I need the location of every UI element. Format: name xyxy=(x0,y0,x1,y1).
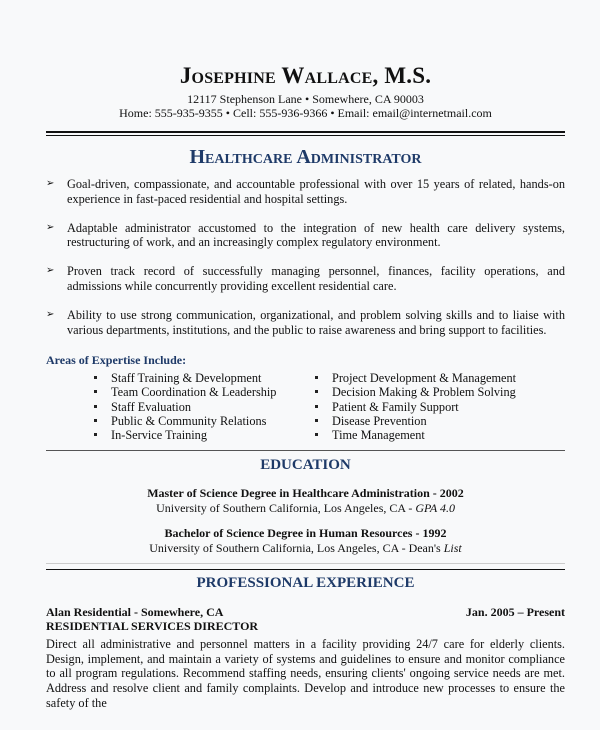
job-dates: Jan. 2005 – Present xyxy=(465,605,565,620)
square-bullet-icon xyxy=(315,405,318,408)
expertise-heading: Areas of Expertise Include: xyxy=(46,353,187,368)
arrow-bullet-icon: ➢ xyxy=(46,221,55,233)
education-heading: EDUCATION xyxy=(260,457,351,474)
section-divider xyxy=(46,450,565,451)
section-divider-light xyxy=(46,563,565,564)
square-bullet-icon xyxy=(94,433,97,436)
degree-title: Master of Science Degree in Healthcare Administration - 2002 xyxy=(147,486,464,501)
square-bullet-icon xyxy=(315,433,318,436)
expertise-text: Public & Community Relations xyxy=(111,413,267,428)
expertise-text: Staff Training & Development xyxy=(111,371,262,386)
summary-text: Proven track record of successfully managing personnel, finances, facility operations, and admissions while concurrently providing excellent residential care. xyxy=(67,264,565,293)
summary-text: Goal-driven, compassionate, and accountable professional with over 15 years of related, hands-on experience in fast-paced residential and hospital settings. xyxy=(67,177,565,206)
square-bullet-icon xyxy=(94,376,97,379)
square-bullet-icon xyxy=(315,419,318,422)
expertise-item xyxy=(94,428,315,442)
job-role-text: RESIDENTIAL SERVICES DIRECTOR xyxy=(46,619,259,634)
arrow-bullet-icon: ➢ xyxy=(46,309,55,321)
expertise-item xyxy=(315,371,565,385)
degree-note: GPA 4.0 xyxy=(415,501,455,516)
degree-school xyxy=(46,541,565,556)
experience-heading: PROFESSIONAL EXPERIENCE xyxy=(196,575,415,592)
contact-info: Home: 555-935-9355 • Cell: 555-936-9366 • Email: email@internetmail.com xyxy=(119,106,492,120)
summary-list xyxy=(46,177,565,337)
square-bullet-icon xyxy=(315,390,318,393)
header-divider xyxy=(46,131,565,136)
degree-title: Bachelor of Science Degree in Human Resources - 1992 xyxy=(164,526,447,541)
school-text: University of Southern California, Los Angeles, CA - xyxy=(156,501,416,516)
summary-item xyxy=(46,308,565,337)
square-bullet-icon xyxy=(94,405,97,408)
expertise-item xyxy=(94,371,315,385)
square-bullet-icon xyxy=(315,376,318,379)
expertise-item xyxy=(94,414,315,428)
expertise-text: Project Development & Management xyxy=(332,371,517,386)
expertise-item xyxy=(315,385,565,399)
expertise-item xyxy=(94,385,315,399)
job-role xyxy=(46,619,565,633)
expertise-item xyxy=(315,400,565,414)
expertise-text: Staff Evaluation xyxy=(111,399,192,414)
summary-text: Adaptable administrator accustomed to the integration of new health care delivery systems, restructuring of work, and an increasingly complex regulatory environment. xyxy=(67,220,565,250)
address: 12117 Stephenson Lane • Somewhere, CA 90003 xyxy=(187,92,424,106)
expertise-list-right xyxy=(315,371,565,442)
expertise-text: Decision Making & Problem Solving xyxy=(332,385,516,400)
arrow-bullet-icon: ➢ xyxy=(46,178,55,189)
expertise-text: Time Management xyxy=(332,428,425,443)
section-divider xyxy=(46,569,565,570)
school-text: University of Southern California, Los Angeles, CA - Dean's xyxy=(149,541,444,556)
job-header xyxy=(46,605,565,619)
resume-page xyxy=(46,0,565,710)
expertise-list-left xyxy=(94,371,315,442)
expertise-text: Team Coordination & Leadership xyxy=(111,385,277,400)
job-description: Direct all administrative and personnel matters in a facility providing 24/7 care for elderly clients. Design, implement, and maintain a variety of systems and guidelines to ensure and monitor compliance to all program regulations. Recommend staffing needs, ensuring clients' ongoing service needs are met. Address and resolve client and family complaints. Develop and introduce new processes to ensure the safety of the xyxy=(46,637,565,710)
degree-school xyxy=(46,501,565,516)
expertise-item xyxy=(94,400,315,414)
candidate-name: Josephine Wallace, M.S. xyxy=(179,63,432,88)
summary-item xyxy=(46,177,565,206)
arrow-bullet-icon: ➢ xyxy=(46,265,55,277)
expertise-item xyxy=(315,414,565,428)
summary-item xyxy=(46,264,565,293)
expertise-item xyxy=(315,428,565,442)
job-title: Healthcare Administrator xyxy=(189,146,422,168)
summary-item xyxy=(46,221,565,250)
square-bullet-icon xyxy=(94,390,97,393)
square-bullet-icon xyxy=(94,419,97,422)
employer: Alan Residential - Somewhere, CA xyxy=(46,605,224,620)
summary-text: Ability to use strong communication, organizational, and problem solving skills and to liaise with various departments, institutions, and the public to raise awareness and bring support to facilities. xyxy=(67,308,565,337)
expertise-columns xyxy=(46,371,565,442)
expertise-text: In-Service Training xyxy=(111,428,207,443)
expertise-text: Patient & Family Support xyxy=(332,399,459,414)
expertise-text: Disease Prevention xyxy=(332,413,427,428)
degree-note: List xyxy=(443,541,462,556)
